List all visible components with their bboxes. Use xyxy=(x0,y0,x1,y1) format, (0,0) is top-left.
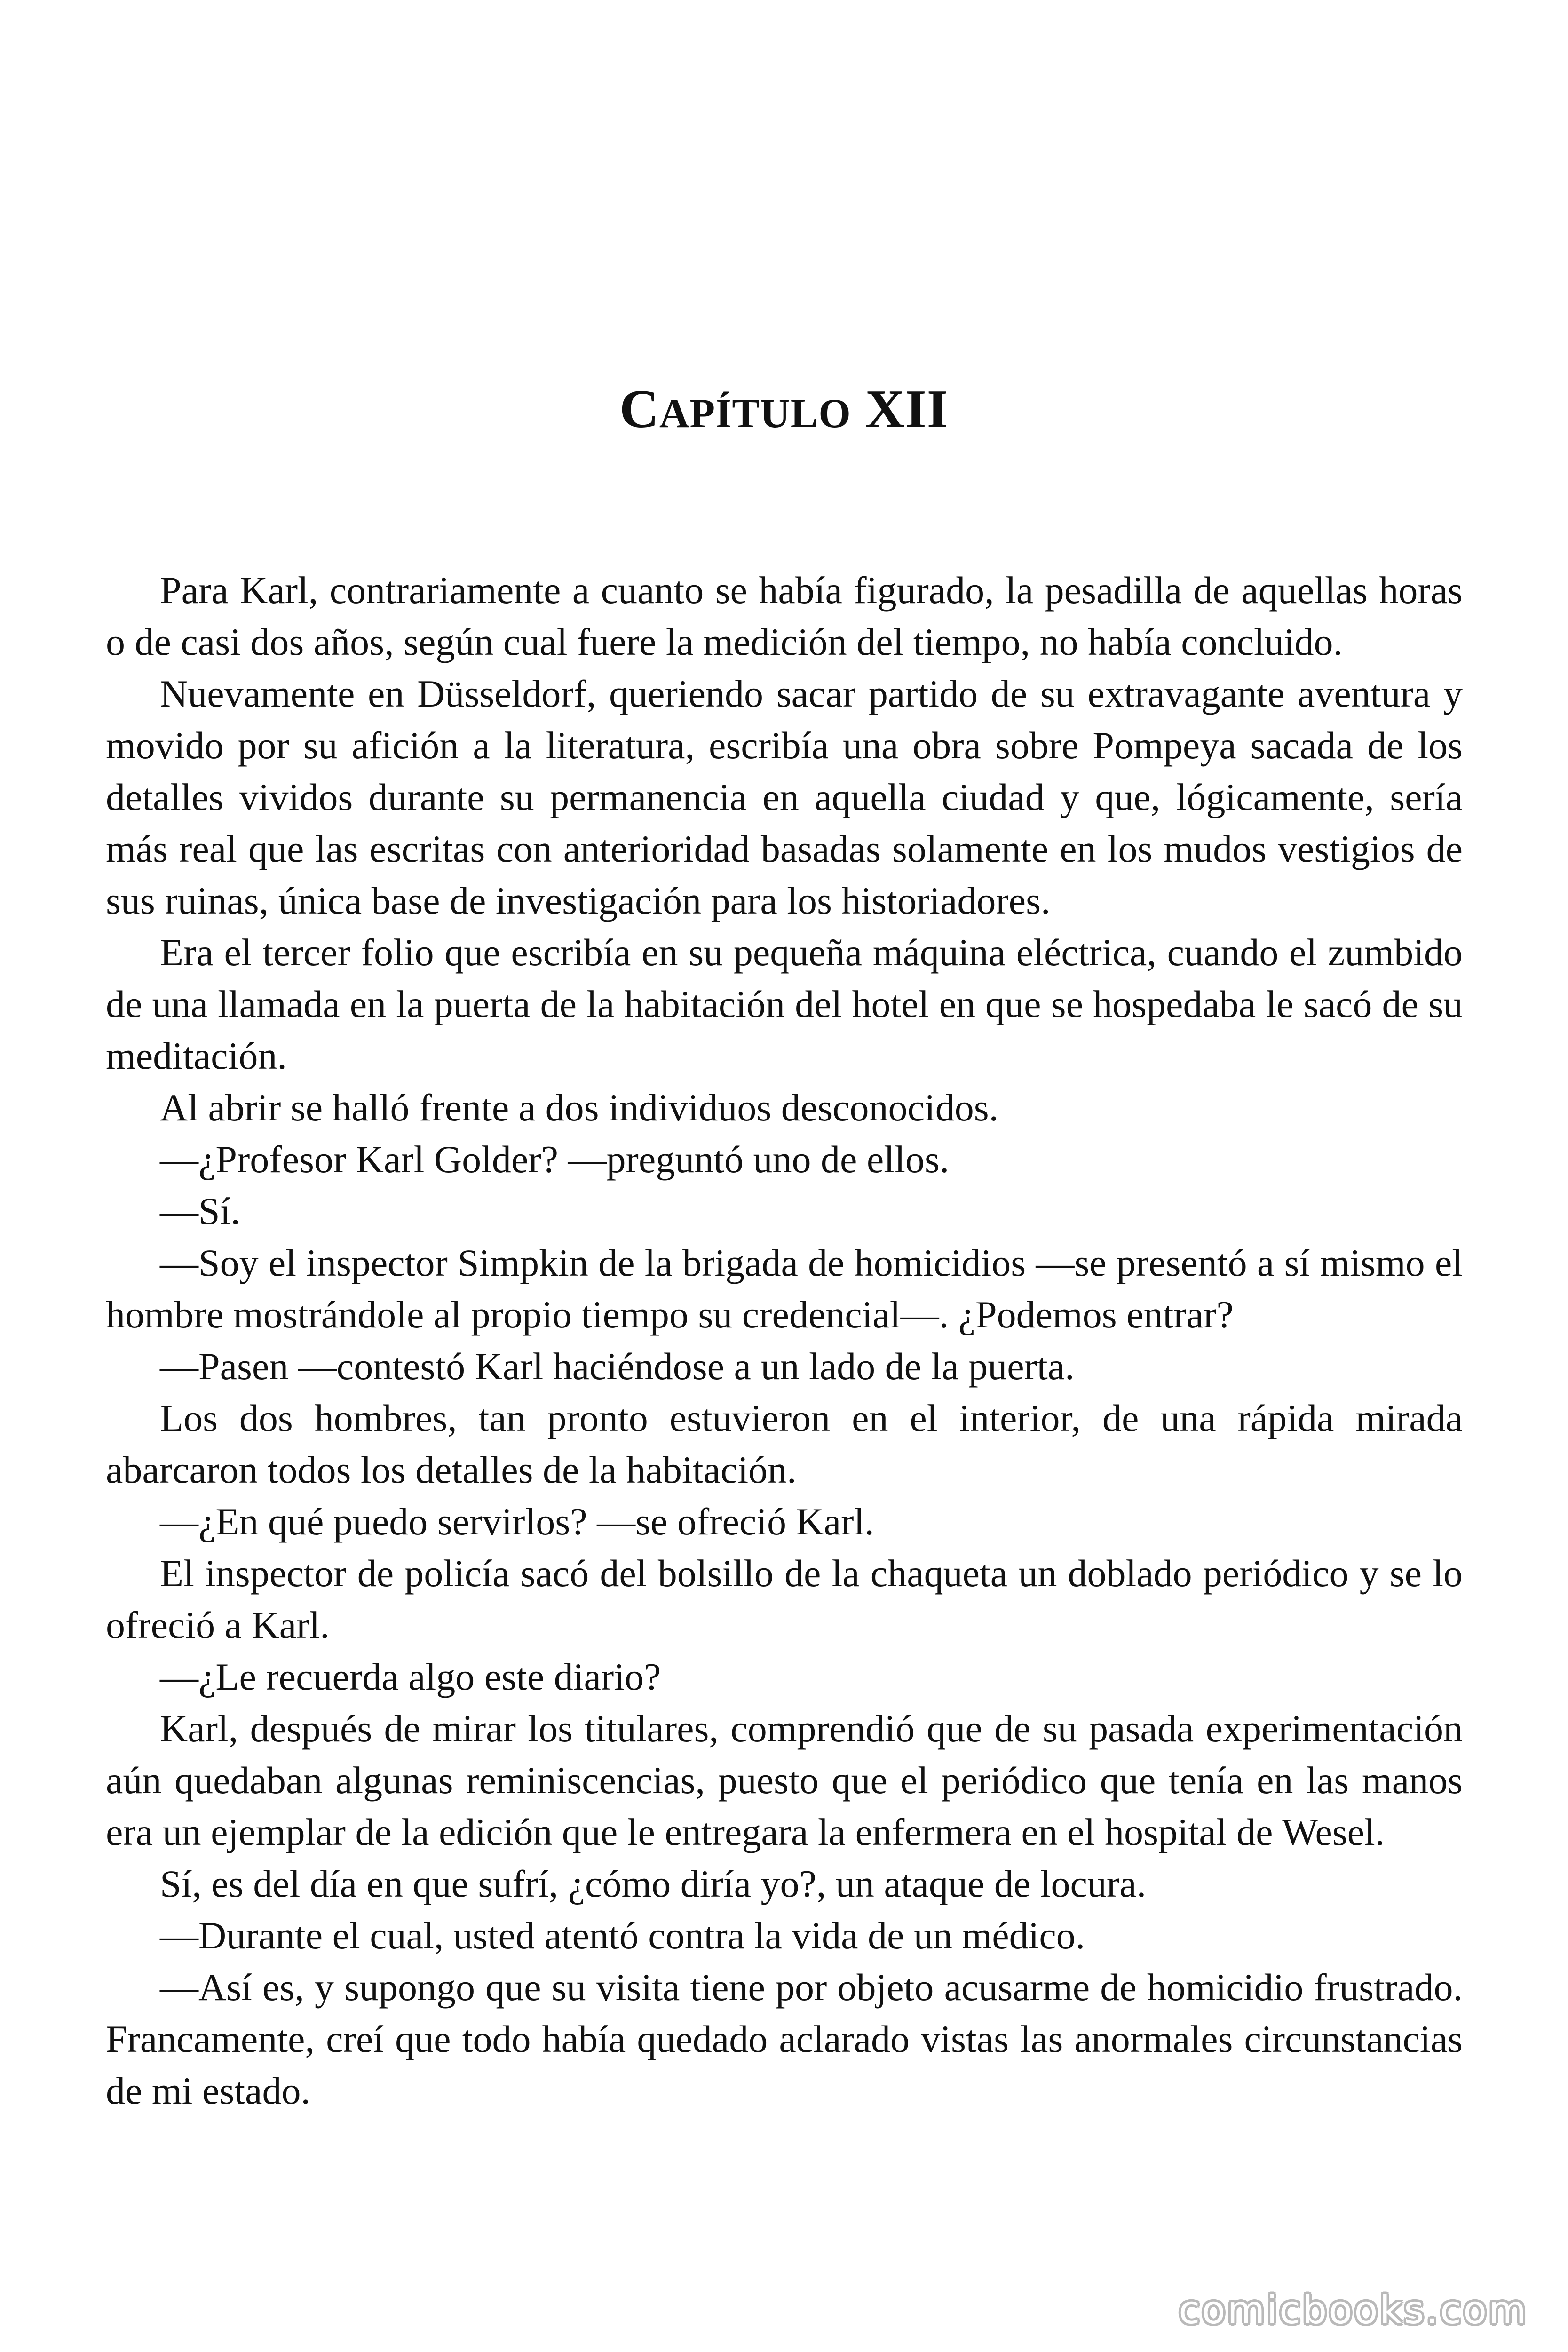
paragraph: —¿En qué puedo servirlos? —se ofreció Karl. xyxy=(160,1500,874,1543)
chapter-title xyxy=(0,376,1568,447)
watermark: comicbooks.com xyxy=(1179,2288,1528,2333)
paragraph: —Pasen —contestó Karl haciéndose a un lado de la puerta. xyxy=(160,1345,1075,1388)
paragraph: Para Karl, contrariamente a cuanto se había figurado, la pesadilla de aquellas horas o de casi dos años, según cual fuere la medición del tiempo, no había concluido. xyxy=(106,569,1463,663)
paragraph: Karl, después de mirar los titulares, comprendió que de su pasada experimentación aún quedaban algunas reminiscencias, puesto que el periódico que tenía en las manos era un ejemplar de la edición que le entregara la enfermera en el hospital de Wesel. xyxy=(106,1707,1463,1853)
paragraph: El inspector de policía sacó del bolsillo de la chaqueta un doblado periódico y se lo ofreció a Karl. xyxy=(106,1552,1463,1646)
paragraph: —¿Le recuerda algo este diario? xyxy=(160,1655,661,1698)
paragraph: Sí, es del día en que sufrí, ¿cómo diría yo?, un ataque de locura. xyxy=(160,1862,1147,1905)
chapter-title-initial: C xyxy=(619,379,659,439)
paragraph: Al abrir se halló frente a dos individuos desconocidos. xyxy=(160,1086,999,1129)
chapter-title-smallcaps: APÍTULO xyxy=(659,391,851,437)
paragraph: —¿Profesor Karl Golder? —preguntó uno de ellos. xyxy=(160,1138,950,1181)
paragraph: Era el tercer folio que escribía en su pequeña máquina eléctrica, cuando el zumbido de una llamada en la puerta de la habitación del hotel en que se hospedaba le sacó de su meditación. xyxy=(106,931,1463,1077)
chapter-number: XII xyxy=(865,379,949,439)
paragraph: —Así es, y supongo que su visita tiene por objeto acusarme de homicidio frustrado. Francamente, creí que todo había quedado aclarado vistas las anormales circunstancias de mi estado. xyxy=(106,1966,1463,2112)
paragraph: —Sí. xyxy=(160,1190,240,1232)
paragraph: Nuevamente en Düsseldorf, queriendo sacar partido de su extravagante aventura y movido por su afición a la literatura, escribía una obra sobre Pompeya sacada de los detalles vividos durante su permanencia en aquella ciudad y que, lógicamente, sería más real que las escritas con anterioridad basadas solamente en los mudos vestigios de sus ruinas, única base de investigación para los historiadores. xyxy=(106,672,1463,922)
paragraph: —Soy el inspector Simpkin de la brigada de homicidios —se presentó a sí mismo el hombre mostrándole al propio tiempo su credencial—. ¿Podemos entrar? xyxy=(106,1241,1463,1336)
paragraph: Los dos hombres, tan pronto estuvieron en el interior, de una rápida mirada abarcaron todos los detalles de la habitación. xyxy=(106,1397,1463,1491)
paragraph: —Durante el cual, usted atentó contra la vida de un médico. xyxy=(160,1914,1085,1957)
chapter-body xyxy=(106,564,1463,2117)
